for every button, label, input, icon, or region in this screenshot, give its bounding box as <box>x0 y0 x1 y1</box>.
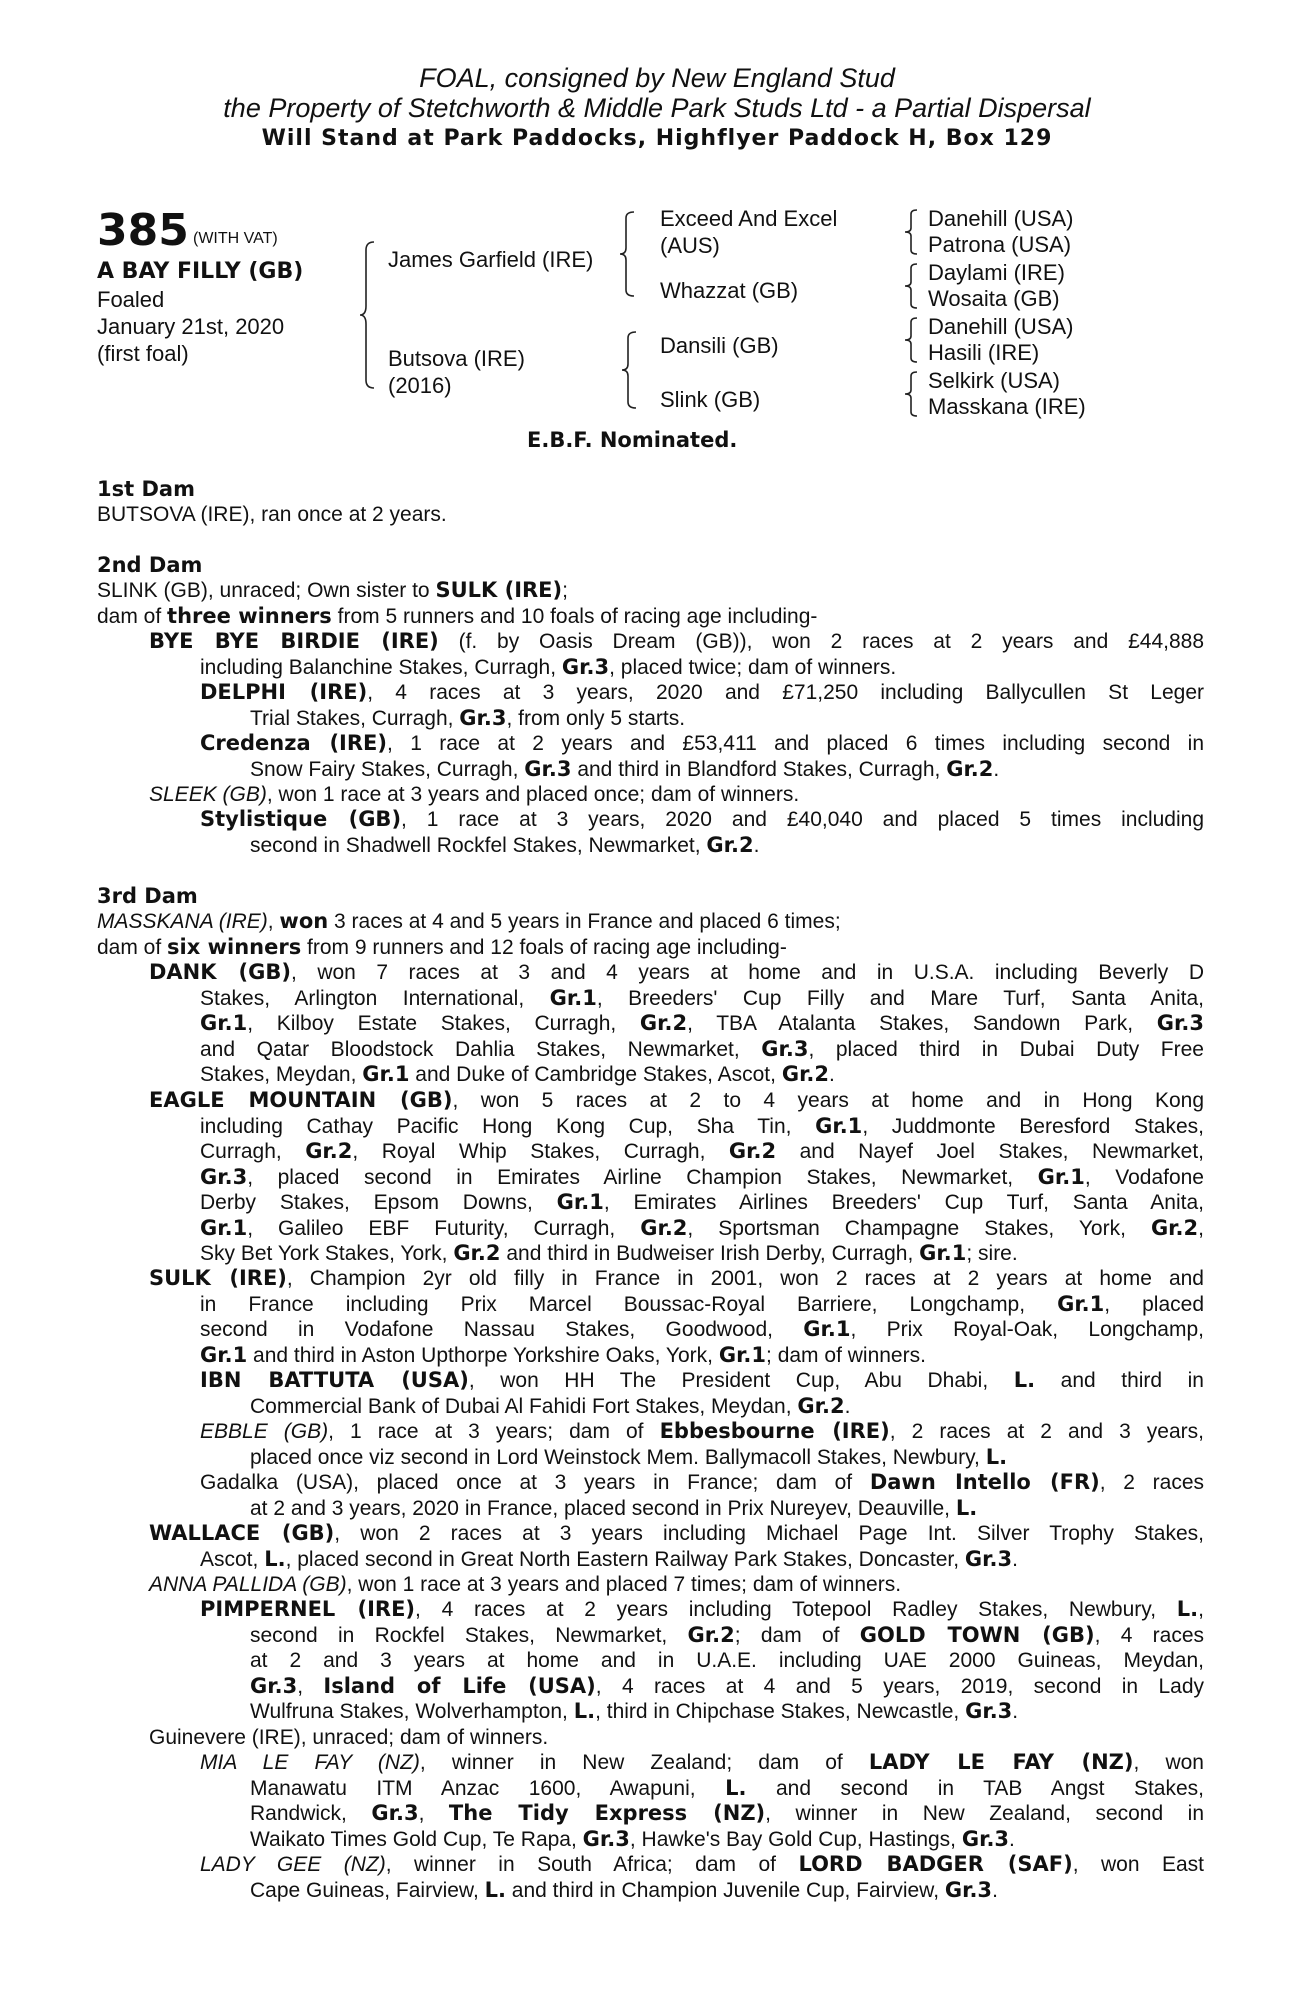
pedigree-brace-sire <box>620 210 640 298</box>
progeny-sleek: SLEEK (GB), won 1 race at 3 years and placed once; dam of winners. <box>149 783 800 806</box>
pedigree-gg7: Selkirk (USA) <box>928 368 1061 393</box>
progeny-ebble: EBBLE (GB), 1 race at 3 years; dam of Ebbesbourne (IRE), 2 races at 2 and 3 years, placed once viz second in Lord Weinstock Mem. Ballymacoll Stakes, Newbury, L. <box>200 1419 1204 1469</box>
pedigree-dam-dam: Slink (GB) <box>660 387 761 412</box>
lot-name: A BAY FILLY (GB) <box>97 259 304 284</box>
property-line: the Property of Stetchworth & Middle Park Studs Ltd - a Partial Dispersal <box>223 93 1091 123</box>
pedigree-brace-g2 <box>905 262 923 310</box>
progeny-dank: DANK (GB), won 7 races at 3 and 4 years at home and in U.S.A. including Beverly D Stakes, Arlington International, Gr.1, Breeders' Cup Filly and Mare Turf, Santa Anita, Gr.1, Kilboy Estate Stakes, Curragh, Gr.2, TBA Atalanta Stakes, Sandown Park, Gr.3 and Qatar Bloodstock Dahlia Stakes, Newmarket, Gr.3, placed third in Dubai Duty Free Stakes, Meydan, Gr.1 and Duke of Cambridge Stakes, Ascot, Gr.2. <box>149 960 1204 1086</box>
pedigree-dam-year: (2016) <box>388 373 452 398</box>
pedigree-gg8: Masskana (IRE) <box>928 394 1086 419</box>
pedigree-gg4: Wosaita (GB) <box>928 286 1060 311</box>
first-dam-heading: 1st Dam <box>97 477 195 501</box>
third-dam-intro: MASSKANA (IRE), won 3 races at 4 and 5 years in France and placed 6 times; dam of six winners from 9 runners and 12 foals of racing age including- <box>97 909 841 959</box>
progeny-delphi: DELPHI (IRE), 4 races at 3 years, 2020 and £71,250 including Ballycullen St Leger Trial Stakes, Curragh, Gr.3, from only 5 starts. <box>200 680 1204 730</box>
pedigree-brace-g1 <box>905 208 923 256</box>
pedigree-gg5: Danehill (USA) <box>928 314 1074 339</box>
progeny-anna-pallida: ANNA PALLIDA (GB), won 1 race at 3 years and placed 7 times; dam of winners. <box>149 1573 902 1596</box>
pedigree-gg3: Daylami (IRE) <box>928 260 1065 285</box>
progeny-pimpernel: PIMPERNEL (IRE), 4 races at 2 years including Totepool Radley Stakes, Newbury, L., second in Rockfel Stakes, Newmarket, Gr.2; dam of GOLD TOWN (GB), 4 races at 2 and 3 years at home and in U.A.E. including UAE 2000 Guineas, Meydan, Gr.3, Island of Life (USA), 4 races at 4 and 5 years, 2019, second in Lady Wulfruna Stakes, Wolverhampton, L., third in Chipchase Stakes, Newcastle, Gr.3. <box>200 1597 1205 1723</box>
progeny-ibn-battuta: IBN BATTUTA (USA), won HH The President Cup, Abu Dhabi, L. and third in Commercial Bank of Dubai Al Fahidi Fort Stakes, Meydan, Gr.2. <box>200 1368 1204 1418</box>
pedigree-brace-dam <box>622 330 642 410</box>
pedigree-dam-sire: Dansili (GB) <box>660 333 779 358</box>
progeny-credenza: Credenza (IRE), 1 race at 2 years and £53,411 and placed 6 times including second in Snow Fairy Stakes, Curragh, Gr.3 and third in Blandford Stakes, Curragh, Gr.2. <box>200 731 1204 781</box>
pedigree-brace-g4 <box>905 370 923 418</box>
third-dam-heading: 3rd Dam <box>97 884 198 908</box>
pedigree-gg1: Danehill (USA) <box>928 206 1074 231</box>
stand-location-line: Will Stand at Park Paddocks, Highflyer Paddock H, Box 129 <box>261 126 1053 151</box>
pedigree-dam-name: Butsova (IRE) <box>388 346 525 371</box>
second-dam-intro: SLINK (GB), unraced; Own sister to SULK (IRE); dam of three winners from 5 runners and 10 foals of racing age including- <box>97 578 818 628</box>
pedigree-brace-g3 <box>905 316 923 364</box>
pedigree-sire-dam: Whazzat (GB) <box>660 278 799 303</box>
first-dam-text: BUTSOVA (IRE), ran once at 2 years. <box>97 503 447 526</box>
foaled-label: Foaled <box>97 287 165 312</box>
progeny-wallace: WALLACE (GB), won 2 races at 3 years including Michael Page Int. Silver Trophy Stakes, Ascot, L., placed second in Great North Eastern Railway Park Stakes, Doncaster, Gr.3. <box>149 1521 1204 1571</box>
progeny-mia-le-fay: MIA LE FAY (NZ), winner in New Zealand; dam of LADY LE FAY (NZ), won Manawatu ITM Anzac 1600, Awapuni, L. and second in TAB Angst Stakes, Randwick, Gr.3, The Tidy Express (NZ), winner in New Zealand, second in Waikato Times Gold Cup, Te Rapa, Gr.3, Hawke's Bay Gold Cup, Hastings, Gr.3. <box>200 1750 1205 1851</box>
progeny-eagle-mountain: EAGLE MOUNTAIN (GB), won 5 races at 2 to 4 years at home and in Hong Kong including Cathay Pacific Hong Kong Cup, Sha Tin, Gr.1, Juddmonte Beresford Stakes, Curragh, Gr.2, Royal Whip Stakes, Curragh, Gr.2 and Nayef Joel Stakes, Newmarket, Gr.3, placed second in Emirates Airline Champion Stakes, Newmarket, Gr.1, Vodafone Derby Stakes, Epsom Downs, Gr.1, Emirates Airlines Breeders' Cup Turf, Santa Anita, Gr.1, Galileo EBF Futurity, Curragh, Gr.2, Sportsman Champagne Stakes, York, Gr.2, Sky Bet York Stakes, York, Gr.2 and third in Budweiser Irish Derby, Curragh, Gr.1; sire. <box>149 1088 1205 1265</box>
progeny-sulk: SULK (IRE), Champion 2yr old filly in France in 2001, won 2 races at 2 years at home and in France including Prix Marcel Boussac-Royal Barriere, Longchamp, Gr.1, placed second in Vodafone Nassau Stakes, Goodwood, Gr.1, Prix Royal-Oak, Longchamp, Gr.1 and third in Aston Upthorpe Yorkshire Oaks, York, Gr.1; dam of winners. <box>149 1266 1204 1367</box>
foal-note: (first foal) <box>97 341 189 366</box>
pedigree-sire-sire: Exceed And Excel <box>660 206 838 231</box>
ebf-nominated: E.B.F. Nominated. <box>527 428 738 452</box>
progeny-guinevere: Guinevere (IRE), unraced; dam of winners. <box>149 1726 549 1749</box>
pedigree-sire-sire-country: (AUS) <box>660 233 720 258</box>
pedigree-brace-main <box>360 240 380 390</box>
pedigree-gg2: Patrona (USA) <box>928 232 1072 257</box>
vat-note: (WITH VAT) <box>193 230 278 247</box>
lot-number: 385 <box>97 205 189 256</box>
progeny-lady-gee: LADY GEE (NZ), winner in South Africa; dam of LORD BADGER (SAF), won East Cape Guineas, Fairview, L. and third in Champion Juvenile Cup, Fairview, Gr.3. <box>200 1852 1204 1902</box>
progeny-bye-bye-birdie: BYE BYE BIRDIE (IRE) (f. by Oasis Dream (GB)), won 2 races at 2 years and £44,888 including Balanchine Stakes, Curragh, Gr.3, placed twice; dam of winners. <box>149 629 1204 679</box>
pedigree-sire: James Garfield (IRE) <box>388 247 594 272</box>
pedigree-gg6: Hasili (IRE) <box>928 340 1040 365</box>
progeny-gadalka: Gadalka (USA), placed once at 3 years in France; dam of Dawn Intello (FR), 2 races at 2 and 3 years, 2020 in France, placed second in Prix Nureyev, Deauville, L. <box>200 1470 1205 1520</box>
foaled-date: January 21st, 2020 <box>97 314 285 339</box>
progeny-stylistique: Stylistique (GB), 1 race at 3 years, 2020 and £40,040 and placed 5 times including second in Shadwell Rockfel Stakes, Newmarket, Gr.2. <box>200 807 1204 857</box>
consignor-line: FOAL, consigned by New England Stud <box>419 63 895 93</box>
second-dam-heading: 2nd Dam <box>97 553 203 577</box>
